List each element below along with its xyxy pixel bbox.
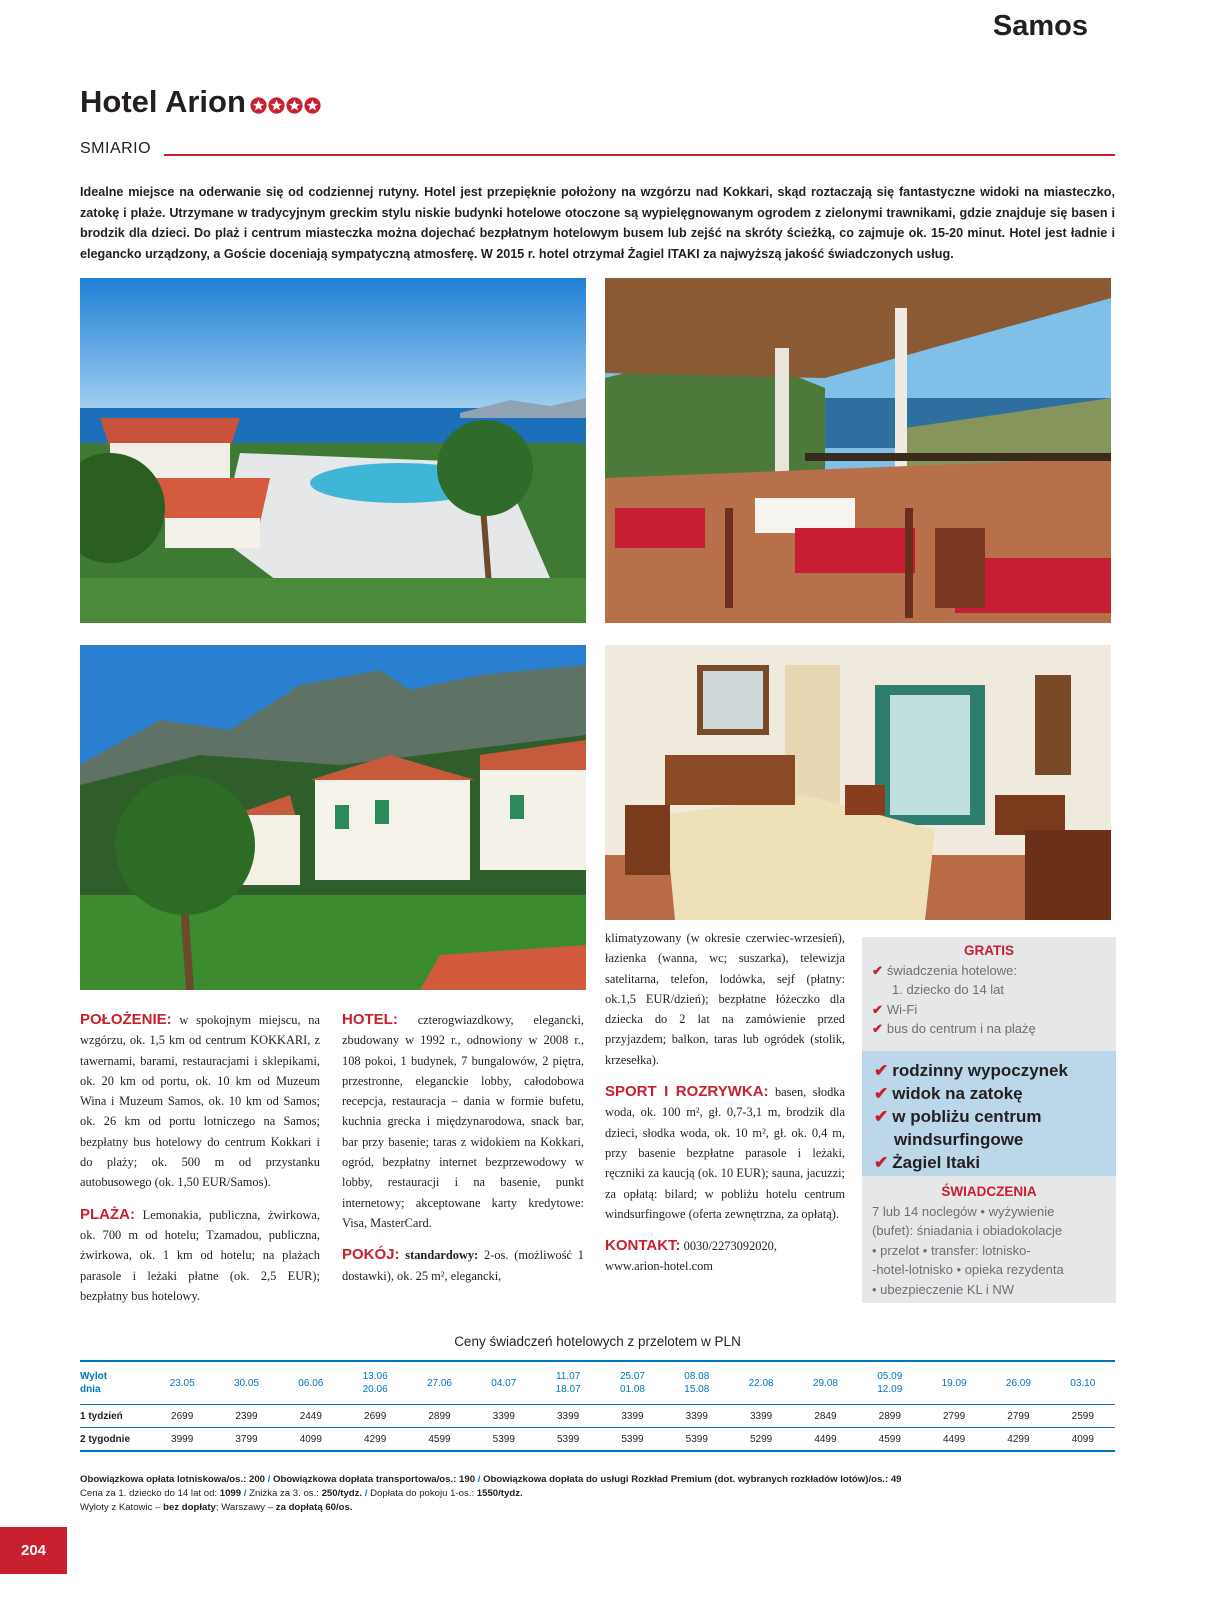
departure-date: 13.06 20.06 (343, 1361, 407, 1405)
polozenie-text: w spokojnym miejscu, na wzgórzu, ok. 1,5 km od centrum KOKKARI, z tawernami, barami, restauracjami i sklepikami, ok. 20 km od portu, ok. 10 km od Muzeum Wina i Muzeum Samos, ok. 10 km od Samos; ok. 26 km od portu lotniczego na Samos; bezpłatny bus hotelowy do centrum Kokkari i do plaży; ok. 500 m od przystanku autobusowego (ok. 1,50 EUR/Samos). (80, 1013, 320, 1190)
pokoj-text-b: elegancki, (450, 1268, 502, 1283)
note-label: Zniżka za 3. os.: (249, 1488, 322, 1499)
separator-slash: / (362, 1488, 371, 1499)
check-icon: ✔ (872, 962, 883, 978)
departure-date: 30.05 (214, 1361, 278, 1405)
price-cell: 2899 (858, 1405, 922, 1428)
separator-slash: / (241, 1488, 250, 1499)
section-kontakt (605, 1236, 845, 1277)
departure-date: 04.07 (472, 1361, 536, 1405)
price-cell: 2799 (986, 1405, 1050, 1428)
price-table-caption: Ceny świadczeń hotelowych z przelotem w PLN (454, 1334, 741, 1349)
note-value: 1099 (219, 1488, 242, 1499)
swiadczenia-text: 7 lub 14 noclegów • wyżywienie (bufet): śniadania i obiadokolacje • przelot • transfer: lotnisko- -hotel-lotnisko • opieka rezydenta • ubezpieczenie KL i NW (872, 1203, 1064, 1297)
departure-date: 25.07 01.08 (600, 1361, 664, 1405)
departure-date: 19.09 (922, 1361, 986, 1405)
departure-date: 23.05 (150, 1361, 214, 1405)
section-pokoj (342, 1245, 584, 1286)
price-cell: 4099 (1051, 1428, 1115, 1452)
check-icon: ✔ (874, 1153, 889, 1172)
note-value: 250/tydz. (321, 1488, 363, 1499)
departure-date: 27.06 (407, 1361, 471, 1405)
separator-slash: / (475, 1474, 484, 1485)
price-cell: 4499 (793, 1428, 857, 1452)
price-cell: 2699 (150, 1405, 214, 1428)
price-cell: 2399 (214, 1405, 278, 1428)
price-table (80, 1360, 1115, 1452)
pokoj-label: standardowy: (405, 1248, 479, 1263)
swiadczenia-title: ŚWIADCZENIA (941, 1184, 1037, 1199)
departure-date: 26.09 (986, 1361, 1050, 1405)
photo-room (605, 645, 1111, 920)
highlights-box (862, 1051, 1116, 1176)
star-rating (250, 86, 322, 122)
check-icon: ✔ (874, 1084, 889, 1103)
section-sport (605, 1082, 845, 1224)
hotel-title (80, 84, 322, 122)
price-cell: 3399 (600, 1405, 664, 1428)
star-icon (250, 97, 267, 114)
note-value: 190 (459, 1474, 476, 1485)
price-notes (80, 1473, 902, 1515)
column-2 (342, 1010, 584, 1286)
title-divider (164, 154, 1115, 156)
swiadczenia-box (862, 1176, 1116, 1303)
plaza-text: Lemonakia, publiczna, żwirkowa, ok. 700 m od hotelu; Tzamadou, publiczna, żwirkowa, ok. 1 km od hotelu; na plażach parasole i leżaki płatne (ok. 2,5 EUR); bezpłatny bus hotelowy. (80, 1207, 320, 1303)
price-cell: 2899 (407, 1405, 471, 1428)
gratis-item: ✔ Wi-Fi (872, 1001, 918, 1017)
row-label: 1 tydzień (80, 1405, 150, 1428)
price-cell: 5399 (665, 1428, 729, 1452)
row-label: 2 tygodnie (80, 1428, 150, 1452)
price-table-header (80, 1361, 1115, 1405)
region-title: Samos (992, 10, 1088, 42)
notes-line-2 (80, 1487, 902, 1501)
kontakt-heading: KONTAKT: (605, 1237, 681, 1255)
star-icon (268, 97, 285, 114)
highlight-item: ✔ widok na zatokę (874, 1084, 1023, 1103)
price-cell: 5399 (600, 1428, 664, 1452)
price-cell: 5299 (729, 1428, 793, 1452)
price-cell: 3399 (472, 1405, 536, 1428)
column-3 (605, 928, 845, 1277)
price-cell: 4299 (986, 1428, 1050, 1452)
check-icon: ✔ (874, 1107, 889, 1126)
kontakt-phone: 0030/2273092020, (683, 1239, 777, 1254)
header-label: Wylot dnia (80, 1361, 150, 1405)
highlight-item: ✔ w pobliżu centrum windsurfingowe (874, 1107, 1042, 1149)
price-cell: 3399 (729, 1405, 793, 1428)
pokoj-text-a: 2-os. (możliwość 1 dostawki), ok. 25 m², (342, 1248, 584, 1283)
check-icon: ✔ (872, 1021, 883, 1036)
price-cell: 5399 (536, 1428, 600, 1452)
departure-date: 29.08 (793, 1361, 857, 1405)
price-cell: 3999 (150, 1428, 214, 1452)
price-cell: 5399 (472, 1428, 536, 1452)
departure-date: 11.07 18.07 (536, 1361, 600, 1405)
price-cell: 4599 (858, 1428, 922, 1452)
price-cell: 4099 (279, 1428, 343, 1452)
note-label: Obowiązkowa dopłata do usługi Rozkład Premium (dot. wybranych rozkładów lotów)/os.: (483, 1474, 891, 1485)
price-cell: 2849 (793, 1405, 857, 1428)
hotel-heading: HOTEL: (342, 1011, 398, 1028)
polozenie-heading: POŁOŻENIE: (80, 1011, 172, 1028)
price-cell: 4499 (922, 1428, 986, 1452)
price-cell: 3399 (665, 1405, 729, 1428)
gratis-subitem: 1. dziecko do 14 lat (892, 982, 1005, 997)
gratis-item: ✔ bus do centrum i na plażę (872, 1021, 1036, 1036)
price-cell: 2449 (279, 1405, 343, 1428)
intro-text: Idealne miejsce na oderwanie się od codziennej rutyny. Hotel jest przepięknie położony na wzgórzu nad Kokkari, skąd roztaczają się fantastyczne widoki na miasteczko, zatokę i plaże. Utrzymane w tradycyjnym greckim stylu niskie budynki hotelowe otoczone są wypielęgnowanym ogrodem z zielonymi trawnikami, gdzie znajduje się basen i brodzik dla dzieci. Do plaż i centrum miasteczka można dojechać bezpłatnym hotelowym busem lub zejść na skróty ścieżką, co zajmuje ok. 15-20 minut. Hotel jest ładnie i elegancko urządzony, a Goście doceniają sympatyczną atmosferę. W 2015 r. hotel otrzymał Żagiel ITAKI za najwyższą jakość świadczonych usług. (80, 185, 1115, 261)
pokoj-continued: klimatyzowany (w okresie czerwiec-wrzesień), łazienka (wanna, wc; suszarka), telewizja satelitarna, telefon, lodówka, sejf (płatny: ok.1,5 EUR/dzień); bezpłatne łóżeczko dla dziecka do 2 lat na zamówienie przed przyjazdem; balkon, taras lub ogródek (stolik, krzesełka). (605, 931, 845, 1067)
price-cell: 3799 (214, 1428, 278, 1452)
note-value: 200 (248, 1474, 265, 1485)
price-cell: 3399 (536, 1405, 600, 1428)
highlight-item: ✔ rodzinny wypoczynek (874, 1061, 1068, 1080)
note-label: Obowiązkowa opłata lotniskowa/os.: (80, 1474, 249, 1485)
price-cell: 2599 (1051, 1405, 1115, 1428)
departure-date: 22.08 (729, 1361, 793, 1405)
price-row-1-week (80, 1405, 1115, 1428)
photo-bungalows (80, 645, 586, 990)
separator-slash: / (265, 1474, 273, 1485)
section-polozenie (80, 1010, 320, 1193)
hotel-text: czterogwiazdkowy, elegancki, zbudowany w 1992 r., odnowiony w 2008 r., 108 pokoi, 1 budynek, 7 bungalowów, 2 piętra, przestronne, eleganckie lobby, całodobowa recepcja, restauracja – dania w formie bufetu, kuchnia grecka i międzynarodowa, snack bar, bar przy basenie; taras z widokiem na Kokkari, ogród, bezpłatny internet bezprzewodowy w lobby, restauracji i na basenie, punkt internetowy; akceptowane karty kredytowe: Visa, MasterCard. (342, 1013, 584, 1230)
departure-date: 06.06 (279, 1361, 343, 1405)
notes-line-3: Wyloty z Katowic – bez dopłaty; Warszawy – za dopłatą 60/os. (80, 1502, 353, 1513)
price-row-2-weeks (80, 1428, 1115, 1452)
departure-date: 05.09 12.09 (858, 1361, 922, 1405)
gratis-item: ✔ świadczenia hotelowe: (872, 962, 1017, 978)
star-icon (304, 97, 321, 114)
note-value: 1550/tydz. (476, 1488, 523, 1499)
photo-pool-view (80, 278, 586, 623)
highlight-item: ✔ Żagiel Itaki (874, 1153, 981, 1172)
hotel-location: SMIARIO (80, 140, 152, 157)
plaza-heading: PLAŻA: (80, 1205, 135, 1223)
check-icon: ✔ (874, 1061, 889, 1080)
gratis-box (862, 937, 1116, 1051)
note-label: Dopłata do pokoju 1-os.: (370, 1488, 477, 1499)
section-hotel (342, 1010, 584, 1233)
section-plaza (80, 1205, 320, 1306)
price-cell: 2799 (922, 1405, 986, 1428)
hotel-name: Hotel Arion (80, 84, 246, 119)
departure-date: 08.08 15.08 (665, 1361, 729, 1405)
kontakt-web[interactable]: www.arion-hotel.com (605, 1259, 713, 1274)
page-number: 204 (0, 1527, 67, 1574)
column-1 (80, 1010, 320, 1306)
check-icon: ✔ (872, 1001, 883, 1017)
note-value: 49 (890, 1474, 902, 1485)
notes-line-1 (80, 1473, 902, 1487)
departure-date: 03.10 (1051, 1361, 1115, 1405)
price-cell: 4599 (407, 1428, 471, 1452)
price-cell: 4299 (343, 1428, 407, 1452)
photo-restaurant-terrace (605, 278, 1111, 623)
price-cell: 2699 (343, 1405, 407, 1428)
pokoj-heading: POKÓJ: (342, 1246, 400, 1264)
note-label: Obowiązkowa dopłata transportowa/os.: (273, 1474, 460, 1485)
sport-text: basen, słodka woda, ok. 100 m², gł. 0,7-3,1 m, brodzik dla dzieci, słodka woda, ok. 10 m², gł. ok. 0,4 m, przy basenie bezpłatne parasole i leżaki, ręczniki za kaucją (ok. 10 EUR); sauna, jacuzzi; za opłatą: bilard; w pobliżu hotelu centrum windsurfingowe (oferta zewnętrzna, za opłatą). (605, 1085, 845, 1221)
sport-heading: SPORT I ROZRYWKA: (605, 1083, 769, 1101)
star-icon (286, 97, 303, 114)
note-label: Cena za 1. dziecko do 14 lat od: (80, 1488, 220, 1499)
gratis-title: GRATIS (964, 943, 1014, 958)
